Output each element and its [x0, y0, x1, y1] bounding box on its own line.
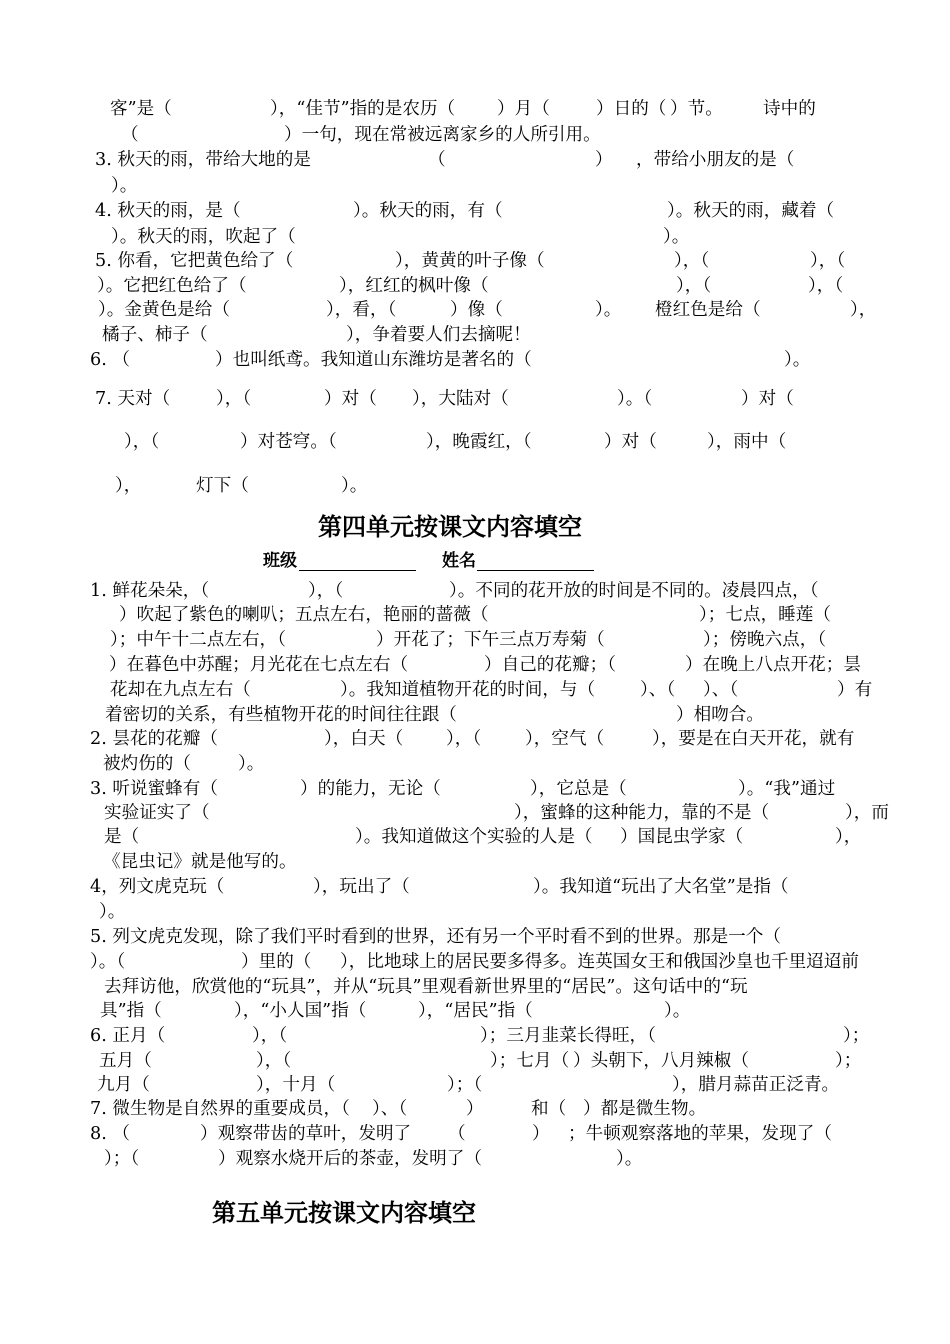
text-segment: ）。（	[90, 952, 126, 972]
text-segment: ），看，（	[326, 300, 397, 320]
text-segment: ）；（	[447, 1075, 483, 1095]
text-segment: ）的能力，无论（	[300, 779, 441, 799]
text-segment: ）在晚上八点开花；昙	[685, 655, 861, 675]
text-segment: ）对（	[604, 432, 657, 452]
unit5-title: 第五单元按课文内容填空	[212, 1198, 476, 1227]
text-segment: （	[428, 150, 446, 170]
text-segment: ），（	[808, 276, 844, 296]
text-segment: ）对（	[324, 389, 377, 409]
text-segment: ）。它把红色给了（	[97, 276, 247, 296]
text-segment: ）。秋天的雨，吹起了（	[111, 227, 296, 247]
text-segment: ）。不同的花开放的时间是不同的。凌晨四点，（	[449, 581, 819, 601]
text-segment: ，带给小朋友的是（	[636, 150, 795, 170]
text-segment: 8. （	[90, 1124, 130, 1144]
text-segment: ）国昆虫学家（	[620, 827, 744, 847]
text-segment: ）有	[837, 680, 873, 700]
text-segment: ）。	[99, 902, 126, 922]
text-segment: 灯下（	[196, 476, 249, 496]
text-segment: ），（	[810, 251, 846, 271]
text-segment: 1. 鲜花朵朵，（	[90, 581, 210, 601]
text-segment: ），	[115, 476, 142, 496]
text-segment: ）吹起了紫色的喇叭；五点左右，艳丽的蔷薇（	[119, 605, 489, 625]
text-segment: ），（	[308, 581, 344, 601]
text-segment: 4，列文虎克玩（	[90, 877, 225, 897]
text-segment: ），要是在白天开花，就有	[652, 729, 855, 749]
text-segment: ），（	[252, 1026, 288, 1046]
text-segment: ）、（	[703, 680, 739, 700]
text-segment: ）头朝下，八月辣椒（	[573, 1051, 749, 1071]
class-label: 班级	[263, 551, 297, 571]
text-segment: 2. 昙花的花瓣（	[90, 729, 218, 749]
text-segment: ）里的（	[241, 952, 312, 972]
text-segment: ）。	[784, 350, 811, 370]
text-segment: ）；中午十二点左右，（	[110, 630, 286, 650]
text-segment: ）	[595, 150, 613, 170]
text-segment: ），争着要人们去摘呢！	[346, 325, 531, 345]
text-segment: 5. 列文虎克发现，除了我们平时看到的世界，还有另一个平时看不到的世界。那是一个（	[90, 927, 781, 947]
text-segment: ）也叫纸鸢。我知道山东潍坊是著名的（	[215, 350, 532, 370]
text-segment: ）、（	[640, 680, 676, 700]
text-segment: 7. 天对（	[95, 389, 171, 409]
text-segment: ）。“我”通过	[738, 779, 836, 799]
text-segment: ）。	[616, 1149, 643, 1169]
text-segment: ）、（	[372, 1099, 408, 1119]
text-segment: ），蜜蜂的这种能力，靠的不是（	[514, 803, 770, 823]
text-segment: 6. 正月（	[90, 1026, 166, 1046]
text-segment: ），腊月蒜苗正泛青。	[672, 1075, 840, 1095]
text-segment: ）；	[843, 1026, 870, 1046]
text-segment: ）日的（	[596, 99, 667, 119]
text-segment: ）。我知道“玩出了大名堂”是指（	[533, 877, 789, 897]
text-segment: ）观察水烧开后的茶壶，发明了（	[218, 1149, 482, 1169]
text-segment: ）对（	[741, 389, 794, 409]
text-segment: ），晚霞红，（	[426, 432, 532, 452]
text-segment: ），红红的枫叶像（	[339, 276, 489, 296]
text-segment: ）；七点，睡莲（	[699, 605, 831, 625]
text-segment: ）。	[664, 1001, 691, 1021]
text-segment: ），（	[216, 389, 252, 409]
unit4-title: 第四单元按课文内容填空	[318, 512, 582, 541]
text-segment: ）相吻合。	[676, 705, 764, 725]
text-segment: ）。秋天的雨，藏着（	[667, 201, 835, 221]
text-segment: ）；	[835, 1051, 862, 1071]
text-segment: 花却在九点左右（	[110, 680, 251, 700]
text-segment: 橙红色是给（	[655, 300, 761, 320]
text-segment: ）；（	[104, 1149, 140, 1169]
text-segment: ）；七月（	[490, 1051, 570, 1071]
text-segment: ），而	[845, 803, 889, 823]
text-segment: ）自己的花瓣；（	[484, 655, 616, 675]
text-segment: ），（	[256, 1051, 292, 1071]
text-segment: ）。秋天的雨，有（	[353, 201, 503, 221]
name-blank	[477, 570, 594, 571]
text-segment: （	[121, 125, 139, 145]
text-segment: 橘子、柿子（	[102, 325, 208, 345]
text-segment: ）对苍穹。（	[240, 432, 337, 452]
text-segment: ）一句，现在常被远离家乡的人所引用。	[284, 125, 601, 145]
text-segment: ）。	[111, 176, 138, 196]
text-segment: ）像（	[450, 300, 503, 320]
text-segment: ），“佳节”指的是农历（	[270, 99, 456, 119]
text-segment: 《昆虫记》就是他写的。	[103, 852, 297, 872]
text-segment: ），空气（	[525, 729, 605, 749]
text-segment: ）节。	[670, 99, 723, 119]
text-segment: ），	[850, 300, 877, 320]
text-segment: 7. 微生物是自然界的重要成员，（	[90, 1099, 350, 1119]
text-segment: ）月（	[497, 99, 550, 119]
text-segment: 3. 秋天的雨，带给大地的是	[95, 150, 311, 170]
text-segment: 五月（	[99, 1051, 152, 1071]
name-label: 姓名	[442, 551, 476, 571]
text-segment: ）。	[663, 227, 690, 247]
text-segment: ），玩出了（	[313, 877, 410, 897]
text-segment: ），（	[676, 276, 712, 296]
text-segment: 具”指（	[100, 1001, 162, 1021]
text-segment: ），它总是（	[530, 779, 627, 799]
text-segment: 3. 听说蜜蜂有（	[90, 779, 218, 799]
text-segment: ）。我知道做这个实验的人是（	[355, 827, 593, 847]
text-segment: 4. 秋天的雨，是（	[95, 201, 241, 221]
text-segment: ）；三月韭菜长得旺，（	[480, 1026, 656, 1046]
text-segment: 着密切的关系，有些植物开花的时间往往跟（	[105, 705, 457, 725]
text-segment: ），	[835, 827, 862, 847]
text-segment: ），十月（	[256, 1075, 336, 1095]
text-segment: （	[448, 1124, 466, 1144]
text-segment: ）。	[238, 754, 265, 774]
text-segment: 去拜访他，欣赏他的“玩具”，并从“玩具”里观看新世界里的“居民”。这句话中的“玩	[104, 977, 748, 997]
text-segment: ）。我知道植物开花的时间，与（	[340, 680, 596, 700]
text-segment: ）。金黄色是给（	[98, 300, 230, 320]
text-segment: ），（	[446, 729, 482, 749]
text-segment: ）开花了；下午三点万寿菊（	[376, 630, 605, 650]
text-segment: ），雨中（	[707, 432, 787, 452]
text-segment: 实验证实了（	[104, 803, 210, 823]
text-segment: ）	[466, 1099, 484, 1119]
text-segment: ）。（	[617, 389, 653, 409]
text-segment: 诗中的	[763, 99, 816, 119]
text-segment: 和（	[531, 1099, 567, 1119]
text-segment: 5. 你看，它把黄色给了（	[95, 251, 294, 271]
text-segment: ）。	[341, 476, 368, 496]
text-segment: 是（	[104, 827, 140, 847]
text-segment: ）。	[595, 300, 622, 320]
text-segment: ）在暮色中苏醒；月光花在七点左右（	[109, 655, 409, 675]
text-segment: 客”是（	[110, 99, 172, 119]
text-segment: ），（	[124, 432, 160, 452]
text-segment: ），“居民”指（	[418, 1001, 533, 1021]
text-segment: ），（	[674, 251, 710, 271]
text-segment: ），比地球上的居民要多得多。连英国女王和俄国沙皇也千里迢迢前	[340, 952, 860, 972]
text-segment: ），黄黄的叶子像（	[395, 251, 545, 271]
text-segment: ）；傍晚六点，（	[703, 630, 827, 650]
text-segment: ），白天（	[324, 729, 404, 749]
text-segment: 九月（	[97, 1075, 150, 1095]
text-segment: 被灼伤的（	[103, 754, 191, 774]
text-segment: ）观察带齿的草叶，发明了	[200, 1124, 412, 1144]
text-segment: ），大陆对（	[412, 389, 509, 409]
text-segment: ）	[532, 1124, 550, 1144]
text-segment: ），“小人国”指（	[234, 1001, 367, 1021]
class-blank	[299, 570, 416, 571]
text-segment: ）都是微生物。	[583, 1099, 707, 1119]
text-segment: ；牛顿观察落地的苹果，发现了（	[568, 1124, 832, 1144]
text-segment: 6. （	[90, 350, 130, 370]
